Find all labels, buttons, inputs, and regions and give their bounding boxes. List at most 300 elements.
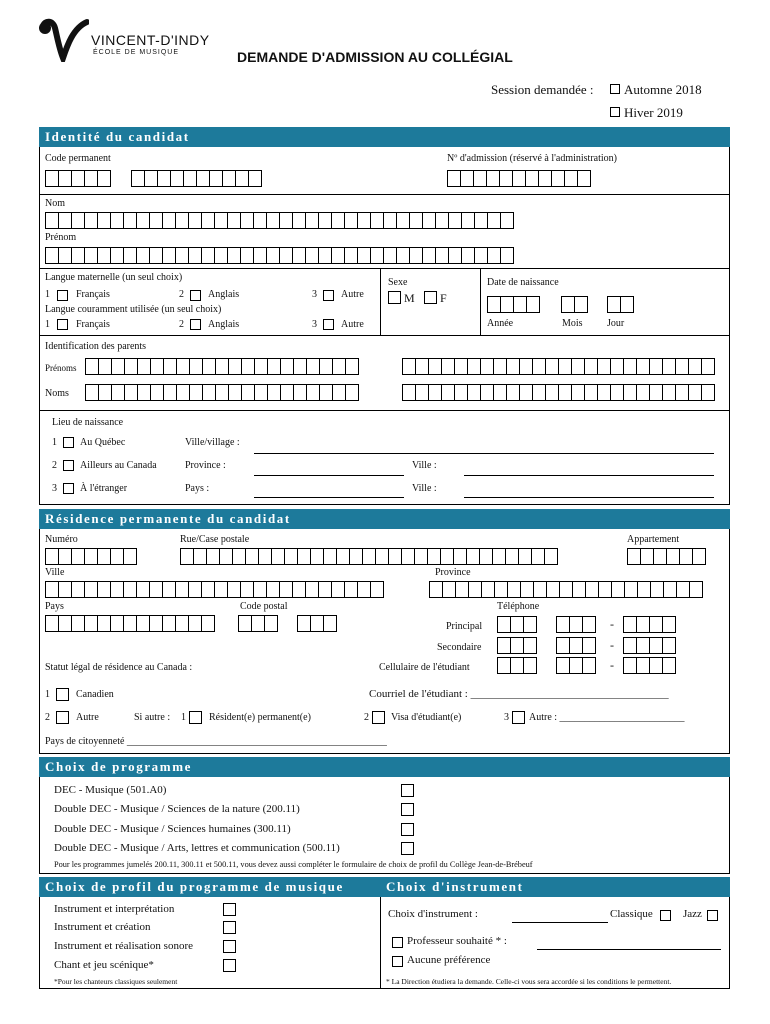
char-box[interactable]: [493, 384, 507, 401]
char-box[interactable]: [499, 170, 513, 187]
char-box[interactable]: [662, 637, 676, 654]
char-box[interactable]: [474, 212, 488, 229]
char-box[interactable]: [558, 384, 572, 401]
char-box[interactable]: [149, 212, 163, 229]
char-box[interactable]: [480, 384, 494, 401]
professeur-line[interactable]: [537, 949, 721, 950]
char-box[interactable]: [284, 548, 298, 565]
statut-autre-checkbox[interactable]: [56, 711, 69, 724]
char-box[interactable]: [332, 384, 346, 401]
char-box[interactable]: [279, 247, 293, 264]
char-box[interactable]: [497, 657, 511, 674]
char-box[interactable]: [297, 615, 311, 632]
char-box[interactable]: [636, 637, 650, 654]
char-box[interactable]: [623, 657, 637, 674]
profil-checkbox-3[interactable]: [223, 940, 236, 953]
instrument-line[interactable]: [512, 922, 608, 923]
char-box[interactable]: [409, 212, 423, 229]
char-box[interactable]: [235, 170, 249, 187]
char-box[interactable]: [310, 548, 324, 565]
char-box[interactable]: [131, 170, 145, 187]
char-box[interactable]: [319, 358, 333, 375]
char-box[interactable]: [607, 296, 621, 313]
char-box[interactable]: [569, 657, 583, 674]
char-box[interactable]: [585, 581, 599, 598]
char-box[interactable]: [84, 581, 98, 598]
char-box[interactable]: [144, 170, 158, 187]
lu-autre-checkbox[interactable]: [323, 319, 334, 330]
char-box[interactable]: [251, 615, 265, 632]
char-box[interactable]: [448, 247, 462, 264]
char-box[interactable]: [545, 384, 559, 401]
aucune-preference-checkbox[interactable]: [392, 956, 403, 967]
char-box[interactable]: [344, 581, 358, 598]
char-box[interactable]: [98, 384, 112, 401]
char-box[interactable]: [202, 384, 216, 401]
char-box[interactable]: [318, 247, 332, 264]
char-box[interactable]: [323, 615, 337, 632]
visa-checkbox[interactable]: [372, 711, 385, 724]
char-box[interactable]: [487, 296, 501, 313]
char-box[interactable]: [701, 384, 715, 401]
char-box[interactable]: [577, 170, 591, 187]
char-box[interactable]: [701, 358, 715, 375]
char-box[interactable]: [201, 212, 215, 229]
char-box[interactable]: [649, 358, 663, 375]
char-box[interactable]: [111, 358, 125, 375]
char-box[interactable]: [58, 548, 72, 565]
char-box[interactable]: [507, 581, 521, 598]
char-box[interactable]: [569, 616, 583, 633]
resident-permanent-checkbox[interactable]: [189, 711, 202, 724]
char-box[interactable]: [136, 247, 150, 264]
char-box[interactable]: [474, 247, 488, 264]
tel-principal-area[interactable]: [497, 616, 536, 633]
char-box[interactable]: [267, 384, 281, 401]
char-box[interactable]: [500, 212, 514, 229]
char-box[interactable]: [175, 247, 189, 264]
char-box[interactable]: [428, 384, 442, 401]
char-box[interactable]: [175, 615, 189, 632]
char-box[interactable]: [442, 581, 456, 598]
char-box[interactable]: [676, 581, 690, 598]
char-box[interactable]: [427, 548, 441, 565]
char-box[interactable]: [370, 247, 384, 264]
char-box[interactable]: [620, 296, 634, 313]
char-box[interactable]: [149, 581, 163, 598]
char-box[interactable]: [662, 384, 676, 401]
char-box[interactable]: [666, 548, 680, 565]
char-box[interactable]: [305, 581, 319, 598]
char-box[interactable]: [84, 548, 98, 565]
char-box[interactable]: [310, 615, 324, 632]
char-box[interactable]: [45, 170, 59, 187]
char-box[interactable]: [396, 212, 410, 229]
char-box[interactable]: [84, 247, 98, 264]
char-box[interactable]: [254, 384, 268, 401]
tel-cellulaire-number[interactable]: [623, 657, 675, 674]
char-box[interactable]: [649, 657, 663, 674]
tel-cellulaire-area[interactable]: [497, 657, 536, 674]
char-box[interactable]: [598, 581, 612, 598]
char-box[interactable]: [623, 384, 637, 401]
char-box[interactable]: [253, 212, 267, 229]
char-box[interactable]: [345, 384, 359, 401]
char-box[interactable]: [636, 358, 650, 375]
char-box[interactable]: [58, 212, 72, 229]
char-box[interactable]: [454, 358, 468, 375]
char-box[interactable]: [345, 358, 359, 375]
char-box[interactable]: [163, 384, 177, 401]
char-box[interactable]: [500, 247, 514, 264]
char-box[interactable]: [279, 212, 293, 229]
char-box[interactable]: [486, 170, 500, 187]
char-box[interactable]: [98, 358, 112, 375]
char-box[interactable]: [189, 358, 203, 375]
char-box[interactable]: [415, 384, 429, 401]
char-box[interactable]: [266, 581, 280, 598]
parent2-nom-boxes[interactable]: [402, 384, 714, 401]
char-box[interactable]: [241, 384, 255, 401]
char-box[interactable]: [610, 358, 624, 375]
char-box[interactable]: [240, 212, 254, 229]
char-box[interactable]: [97, 548, 111, 565]
char-box[interactable]: [45, 548, 59, 565]
char-box[interactable]: [297, 548, 311, 565]
char-box[interactable]: [227, 247, 241, 264]
char-box[interactable]: [318, 581, 332, 598]
char-box[interactable]: [222, 170, 236, 187]
session-hiver-checkbox[interactable]: [610, 107, 620, 117]
char-box[interactable]: [519, 358, 533, 375]
char-box[interactable]: [519, 384, 533, 401]
char-box[interactable]: [500, 296, 514, 313]
ville-boxes[interactable]: [45, 581, 383, 598]
char-box[interactable]: [520, 581, 534, 598]
char-box[interactable]: [137, 358, 151, 375]
char-box[interactable]: [487, 247, 501, 264]
char-box[interactable]: [675, 384, 689, 401]
char-box[interactable]: [466, 548, 480, 565]
char-box[interactable]: [510, 616, 524, 633]
char-box[interactable]: [266, 247, 280, 264]
char-box[interactable]: [662, 657, 676, 674]
char-box[interactable]: [650, 581, 664, 598]
char-box[interactable]: [150, 358, 164, 375]
lu-anglais-checkbox[interactable]: [190, 319, 201, 330]
char-box[interactable]: [538, 170, 552, 187]
char-box[interactable]: [175, 212, 189, 229]
char-box[interactable]: [544, 548, 558, 565]
char-box[interactable]: [110, 581, 124, 598]
char-box[interactable]: [162, 212, 176, 229]
tel-cellulaire-prefix[interactable]: [556, 657, 595, 674]
char-box[interactable]: [582, 657, 596, 674]
code-permanent-letters[interactable]: [45, 170, 110, 187]
char-box[interactable]: [124, 384, 138, 401]
char-box[interactable]: [214, 212, 228, 229]
programme-checkbox-2[interactable]: [401, 803, 414, 816]
char-box[interactable]: [201, 615, 215, 632]
char-box[interactable]: [188, 581, 202, 598]
char-box[interactable]: [228, 384, 242, 401]
tel-principal-prefix[interactable]: [556, 616, 595, 633]
char-box[interactable]: [305, 247, 319, 264]
char-box[interactable]: [248, 170, 262, 187]
char-box[interactable]: [136, 615, 150, 632]
char-box[interactable]: [58, 247, 72, 264]
char-box[interactable]: [688, 358, 702, 375]
char-box[interactable]: [401, 548, 415, 565]
char-box[interactable]: [556, 657, 570, 674]
code-postal-part2[interactable]: [297, 615, 336, 632]
char-box[interactable]: [45, 247, 59, 264]
profil-checkbox-4[interactable]: [223, 959, 236, 972]
char-box[interactable]: [460, 170, 474, 187]
char-box[interactable]: [123, 212, 137, 229]
char-box[interactable]: [487, 212, 501, 229]
char-box[interactable]: [292, 212, 306, 229]
char-box[interactable]: [409, 247, 423, 264]
char-box[interactable]: [584, 384, 598, 401]
char-box[interactable]: [627, 548, 641, 565]
char-box[interactable]: [162, 581, 176, 598]
char-box[interactable]: [679, 548, 693, 565]
char-box[interactable]: [110, 615, 124, 632]
char-box[interactable]: [84, 615, 98, 632]
char-box[interactable]: [266, 212, 280, 229]
char-box[interactable]: [97, 615, 111, 632]
char-box[interactable]: [370, 212, 384, 229]
char-box[interactable]: [523, 616, 537, 633]
numero-boxes[interactable]: [45, 548, 136, 565]
char-box[interactable]: [306, 358, 320, 375]
char-box[interactable]: [176, 358, 190, 375]
char-box[interactable]: [455, 581, 469, 598]
classique-checkbox[interactable]: [660, 910, 671, 921]
char-box[interactable]: [506, 384, 520, 401]
char-box[interactable]: [357, 581, 371, 598]
code-permanent-digits[interactable]: [131, 170, 261, 187]
char-box[interactable]: [136, 581, 150, 598]
char-box[interactable]: [111, 384, 125, 401]
lm-autre-checkbox[interactable]: [323, 290, 334, 301]
char-box[interactable]: [448, 212, 462, 229]
char-box[interactable]: [238, 615, 252, 632]
statut-canadien-checkbox[interactable]: [56, 688, 69, 701]
char-box[interactable]: [532, 358, 546, 375]
char-box[interactable]: [569, 637, 583, 654]
char-box[interactable]: [97, 170, 111, 187]
char-box[interactable]: [245, 548, 259, 565]
char-box[interactable]: [662, 616, 676, 633]
lm-francais-checkbox[interactable]: [57, 290, 68, 301]
char-box[interactable]: [123, 548, 137, 565]
char-box[interactable]: [494, 581, 508, 598]
char-box[interactable]: [188, 212, 202, 229]
char-box[interactable]: [157, 170, 171, 187]
programme-checkbox-1[interactable]: [401, 784, 414, 797]
char-box[interactable]: [597, 384, 611, 401]
char-box[interactable]: [227, 581, 241, 598]
char-box[interactable]: [71, 581, 85, 598]
char-box[interactable]: [582, 637, 596, 654]
char-box[interactable]: [481, 581, 495, 598]
tel-secondaire-area[interactable]: [497, 637, 536, 654]
char-box[interactable]: [241, 358, 255, 375]
char-box[interactable]: [336, 548, 350, 565]
char-box[interactable]: [215, 358, 229, 375]
tel-secondaire-prefix[interactable]: [556, 637, 595, 654]
char-box[interactable]: [71, 212, 85, 229]
char-box[interactable]: [279, 581, 293, 598]
char-box[interactable]: [572, 581, 586, 598]
char-box[interactable]: [662, 358, 676, 375]
char-box[interactable]: [649, 384, 663, 401]
char-box[interactable]: [175, 581, 189, 598]
nom-boxes[interactable]: [45, 212, 513, 229]
char-box[interactable]: [292, 581, 306, 598]
char-box[interactable]: [253, 247, 267, 264]
char-box[interactable]: [497, 637, 511, 654]
mois-boxes[interactable]: [561, 296, 587, 313]
char-box[interactable]: [84, 212, 98, 229]
jour-boxes[interactable]: [607, 296, 633, 313]
char-box[interactable]: [447, 170, 461, 187]
char-box[interactable]: [292, 247, 306, 264]
char-box[interactable]: [188, 615, 202, 632]
char-box[interactable]: [624, 581, 638, 598]
char-box[interactable]: [123, 247, 137, 264]
char-box[interactable]: [202, 358, 216, 375]
char-box[interactable]: [58, 615, 72, 632]
char-box[interactable]: [206, 548, 220, 565]
char-box[interactable]: [505, 548, 519, 565]
char-box[interactable]: [85, 358, 99, 375]
char-box[interactable]: [571, 358, 585, 375]
char-box[interactable]: [209, 170, 223, 187]
char-box[interactable]: [610, 384, 624, 401]
char-box[interactable]: [623, 637, 637, 654]
char-box[interactable]: [85, 384, 99, 401]
no-admission-boxes[interactable]: [447, 170, 590, 187]
char-box[interactable]: [214, 247, 228, 264]
char-box[interactable]: [110, 247, 124, 264]
sexe-m-checkbox[interactable]: [388, 291, 401, 304]
char-box[interactable]: [441, 384, 455, 401]
char-box[interactable]: [45, 581, 59, 598]
char-box[interactable]: [232, 548, 246, 565]
char-box[interactable]: [692, 548, 706, 565]
char-box[interactable]: [428, 358, 442, 375]
char-box[interactable]: [597, 358, 611, 375]
char-box[interactable]: [240, 581, 254, 598]
char-box[interactable]: [84, 170, 98, 187]
char-box[interactable]: [267, 358, 281, 375]
char-box[interactable]: [545, 358, 559, 375]
char-box[interactable]: [227, 212, 241, 229]
char-box[interactable]: [440, 548, 454, 565]
char-box[interactable]: [201, 581, 215, 598]
sexe-f-checkbox[interactable]: [424, 291, 437, 304]
ville-village-line[interactable]: [254, 453, 714, 454]
char-box[interactable]: [574, 296, 588, 313]
char-box[interactable]: [176, 384, 190, 401]
lm-anglais-checkbox[interactable]: [190, 290, 201, 301]
char-box[interactable]: [649, 616, 663, 633]
tel-principal-number[interactable]: [623, 616, 675, 633]
code-postal-part1[interactable]: [238, 615, 277, 632]
char-box[interactable]: [323, 548, 337, 565]
char-box[interactable]: [110, 212, 124, 229]
prenom-boxes[interactable]: [45, 247, 513, 264]
char-box[interactable]: [183, 170, 197, 187]
char-box[interactable]: [162, 615, 176, 632]
char-box[interactable]: [305, 212, 319, 229]
char-box[interactable]: [402, 358, 416, 375]
char-box[interactable]: [512, 170, 526, 187]
char-box[interactable]: [375, 548, 389, 565]
char-box[interactable]: [123, 581, 137, 598]
char-box[interactable]: [264, 615, 278, 632]
char-box[interactable]: [636, 384, 650, 401]
char-box[interactable]: [150, 384, 164, 401]
char-box[interactable]: [556, 637, 570, 654]
char-box[interactable]: [215, 384, 229, 401]
char-box[interactable]: [193, 548, 207, 565]
char-box[interactable]: [637, 581, 651, 598]
char-box[interactable]: [240, 247, 254, 264]
char-box[interactable]: [479, 548, 493, 565]
char-box[interactable]: [525, 170, 539, 187]
lu-francais-checkbox[interactable]: [57, 319, 68, 330]
char-box[interactable]: [280, 358, 294, 375]
char-box[interactable]: [649, 637, 663, 654]
char-box[interactable]: [97, 581, 111, 598]
char-box[interactable]: [653, 548, 667, 565]
char-box[interactable]: [435, 212, 449, 229]
char-box[interactable]: [163, 358, 177, 375]
char-box[interactable]: [636, 657, 650, 674]
char-box[interactable]: [357, 247, 371, 264]
char-box[interactable]: [414, 548, 428, 565]
char-box[interactable]: [258, 548, 272, 565]
char-box[interactable]: [123, 615, 137, 632]
char-box[interactable]: [467, 358, 481, 375]
char-box[interactable]: [510, 657, 524, 674]
char-box[interactable]: [454, 384, 468, 401]
char-box[interactable]: [582, 616, 596, 633]
char-box[interactable]: [526, 296, 540, 313]
char-box[interactable]: [564, 170, 578, 187]
char-box[interactable]: [137, 384, 151, 401]
char-box[interactable]: [136, 212, 150, 229]
char-box[interactable]: [219, 548, 233, 565]
pays-line[interactable]: [254, 497, 404, 498]
char-box[interactable]: [506, 358, 520, 375]
char-box[interactable]: [461, 212, 475, 229]
char-box[interactable]: [467, 384, 481, 401]
char-box[interactable]: [383, 212, 397, 229]
char-box[interactable]: [97, 247, 111, 264]
char-box[interactable]: [280, 384, 294, 401]
char-box[interactable]: [523, 637, 537, 654]
ln-canada-checkbox[interactable]: [63, 460, 74, 471]
char-box[interactable]: [546, 581, 560, 598]
char-box[interactable]: [110, 548, 124, 565]
ville2-line[interactable]: [464, 497, 714, 498]
char-box[interactable]: [196, 170, 210, 187]
